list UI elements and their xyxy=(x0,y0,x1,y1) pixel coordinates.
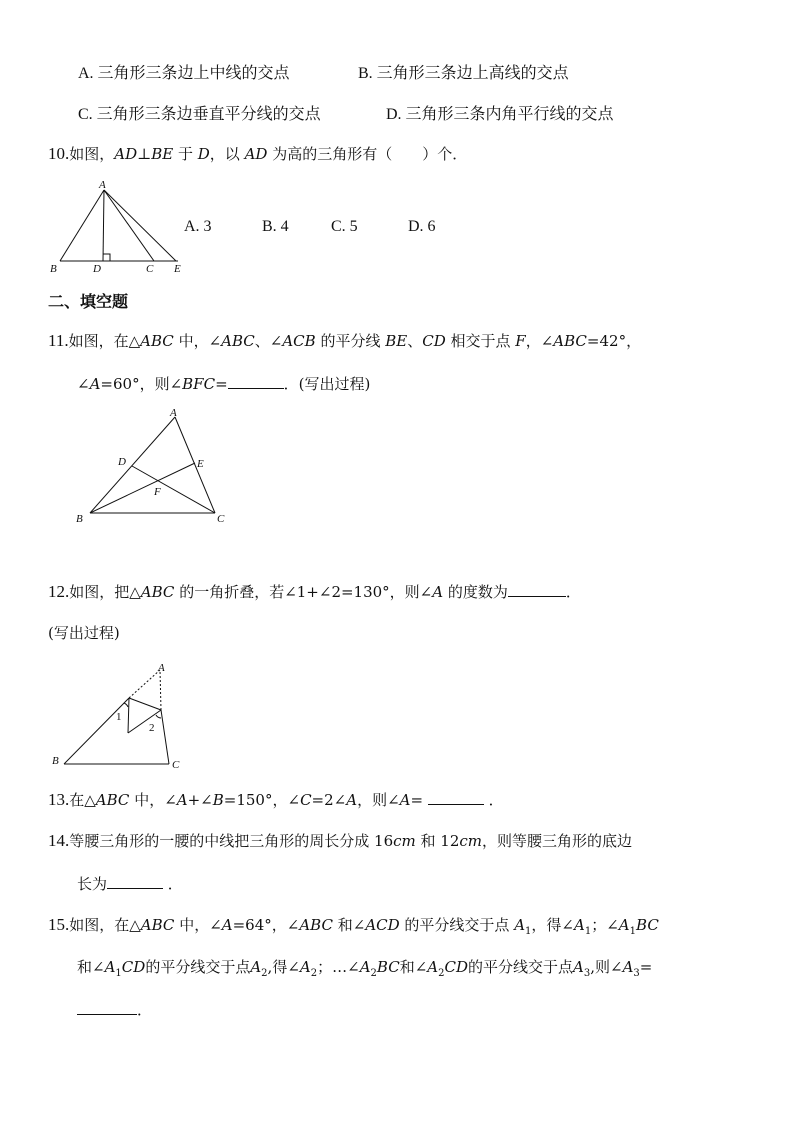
q10-text: 于 xyxy=(173,145,198,163)
angle-a: A xyxy=(221,916,233,934)
fig11-label-a: A xyxy=(170,407,177,419)
subscript: 2 xyxy=(261,968,268,979)
q9-option-c: C. 三角形三条边垂直平分线的交点 xyxy=(78,106,321,123)
q13-text: +∠ xyxy=(187,791,213,809)
subscript: 1 xyxy=(115,968,122,979)
fig11-label-d: D xyxy=(118,456,126,468)
q11-text: 如图，在△ xyxy=(68,332,141,350)
q13-number: 13. xyxy=(48,790,70,809)
q12-text: ． xyxy=(565,583,581,601)
q15-text: 和∠ xyxy=(332,916,366,934)
q10-text: ，以 xyxy=(209,145,245,163)
angle-a1cd: A xyxy=(104,958,116,976)
fig12-label-1: 1 xyxy=(116,711,122,723)
subscript: 2 xyxy=(370,968,377,979)
q13-text: ． xyxy=(483,791,504,809)
angle-a: A xyxy=(176,791,188,809)
q11-text: ∠ xyxy=(77,375,90,393)
q14-text: 长为 xyxy=(77,875,108,893)
q13-text: = xyxy=(410,791,428,809)
q15-text: 的平分线交于点 xyxy=(468,958,574,976)
q15-text: 的平分线交于点 xyxy=(399,916,515,934)
subscript: 1 xyxy=(584,926,592,937)
q15-question-line1 xyxy=(48,914,659,943)
tri-abc: ABC xyxy=(140,583,175,601)
q15-text: 和∠ xyxy=(399,958,428,976)
point-f: F xyxy=(515,332,526,350)
q15-text: ,得∠ xyxy=(267,958,300,976)
tri-abc: ABC xyxy=(140,332,174,350)
answer-blank[interactable] xyxy=(508,580,566,597)
q10-number: 10. xyxy=(48,144,70,163)
q11-text: ，∠ xyxy=(525,332,554,350)
seg-cd: CD xyxy=(422,332,446,350)
angle-abc: ABC xyxy=(553,332,587,350)
q15-question-line2 xyxy=(77,956,652,985)
q11-text: 相交于点 xyxy=(445,332,516,350)
q12-question-line1 xyxy=(48,580,581,603)
answer-blank[interactable] xyxy=(77,998,137,1015)
q15-text: =64°，∠ xyxy=(232,916,300,934)
subscript: 3 xyxy=(583,968,591,979)
fig12-label-b: B xyxy=(52,755,59,767)
q15-text: 的平分线交于点 xyxy=(145,958,251,976)
q10-option-b: B. 4 xyxy=(262,218,289,235)
q10-option-c: C. 5 xyxy=(331,218,358,235)
fig11-label-c: C xyxy=(217,513,225,525)
q15-text: ． xyxy=(137,1001,153,1019)
q15-text: = xyxy=(639,958,653,976)
angle-a: A xyxy=(346,791,358,809)
angle-a2cd: CD xyxy=(444,958,468,976)
q10-figure xyxy=(48,176,188,276)
q15-text: 如图，在△ xyxy=(69,916,141,934)
q11-figure xyxy=(72,403,242,533)
q15-question-line3 xyxy=(77,998,152,1021)
q15-text: ,则∠ xyxy=(590,958,623,976)
q13-text: =2∠ xyxy=(311,791,347,809)
angle-a: A xyxy=(89,375,101,393)
angle-a: A xyxy=(432,583,444,601)
q15-text: ；∠ xyxy=(591,916,619,934)
q11-question-line1 xyxy=(48,330,641,352)
q10-text: 如图， xyxy=(69,145,115,163)
angle-a2bc: A xyxy=(359,958,371,976)
unit-cm: cm xyxy=(459,832,483,850)
q11-text: ．(写出过程) xyxy=(283,375,371,393)
q15-text: 中，∠ xyxy=(174,916,222,934)
angle-c: C xyxy=(300,791,312,809)
tri-abc: ABC xyxy=(95,791,130,809)
answer-blank[interactable] xyxy=(228,372,284,389)
seg-ad: AD xyxy=(244,145,268,163)
seg-be: BE xyxy=(151,145,174,163)
angle-a2: A xyxy=(299,958,311,976)
q9-option-b: B. 三角形三条边上高线的交点 xyxy=(358,65,569,82)
fig11-label-e: E xyxy=(197,458,204,470)
q14-text: 和 xyxy=(415,832,441,850)
q10-question xyxy=(48,143,467,165)
q10-option-a: A. 3 xyxy=(184,218,212,235)
q11-text: 、∠ xyxy=(254,332,283,350)
q13-text: ，则∠ xyxy=(357,791,400,809)
value-16: 16 xyxy=(374,832,394,850)
fig12-label-2: 2 xyxy=(149,722,155,734)
q12-figure xyxy=(48,660,198,775)
q11-number: 11. xyxy=(48,331,69,350)
value-12: 12 xyxy=(440,832,460,850)
q12-question-line2: (写出过程) xyxy=(48,624,120,642)
unit-cm: cm xyxy=(393,832,416,850)
angle-abc: ABC xyxy=(221,332,255,350)
q15-number: 15. xyxy=(48,915,70,934)
angle-b: B xyxy=(212,791,224,809)
q11-text: 、 xyxy=(407,332,423,350)
angle-a1: A xyxy=(574,916,585,934)
fig10-label-a: A xyxy=(99,179,106,191)
angle-a1cd: CD xyxy=(121,958,146,976)
q13-text: 中，∠ xyxy=(129,791,177,809)
tri-abc: ABC xyxy=(140,916,175,934)
angle-abc: ABC xyxy=(299,916,333,934)
q9-option-d: D. 三角形三条内角平行线的交点 xyxy=(386,106,614,123)
subscript: 1 xyxy=(525,926,532,937)
q14-text: 等腰三角形的一腰的中线把三角形的周长分成 xyxy=(69,832,375,850)
fig12-label-c: C xyxy=(172,759,180,771)
perp-symbol: ⊥ xyxy=(137,145,152,163)
q11-text: =42°， xyxy=(586,332,642,350)
q12-text: 的度数为 xyxy=(443,583,508,601)
q14-text: ，则等腰三角形的底边 xyxy=(482,832,633,850)
q15-text: ，得∠ xyxy=(531,916,574,934)
q11-text: = xyxy=(215,375,228,393)
angle-a1bc: A xyxy=(618,916,630,934)
point-d: D xyxy=(197,145,210,163)
angle-a2cd: A xyxy=(427,958,439,976)
seg-be: BE xyxy=(385,332,408,350)
q11-text: =60°，则∠ xyxy=(100,375,183,393)
angle-a3: A xyxy=(622,958,634,976)
q14-question-line1 xyxy=(48,830,632,852)
subscript: 2 xyxy=(310,968,318,979)
fig11-label-b: B xyxy=(76,513,83,525)
point-a3: A xyxy=(573,958,584,976)
seg-ad: AD xyxy=(114,145,138,163)
q15-text: 和∠ xyxy=(77,958,105,976)
q13-text: =150°，∠ xyxy=(223,791,301,809)
answer-blank[interactable] xyxy=(428,788,484,805)
fig12-label-a: A xyxy=(158,662,165,674)
fig10-label-d: D xyxy=(93,263,101,275)
q14-question-line2 xyxy=(77,872,183,895)
point-a1: A xyxy=(514,916,526,934)
q12-text: 如图，把△ xyxy=(69,583,141,601)
angle-a1bc: BC xyxy=(636,916,659,934)
q10-option-d: D. 6 xyxy=(408,218,436,235)
point-a2: A xyxy=(250,958,262,976)
q11-text: 中，∠ xyxy=(173,332,222,350)
q12-number: 12. xyxy=(48,582,70,601)
fig10-label-c: C xyxy=(146,263,154,275)
q14-number: 14. xyxy=(48,831,70,850)
q12-text: 的一角折叠，若∠1+∠2=130°，则∠ xyxy=(174,583,433,601)
q13-text: 在△ xyxy=(69,791,96,809)
angle-a2bc: BC xyxy=(376,958,400,976)
subscript: 3 xyxy=(633,968,640,979)
fig10-label-b: B xyxy=(50,263,57,275)
q11-question-line2 xyxy=(77,372,370,395)
angle-a: A xyxy=(399,791,411,809)
fig10-label-e: E xyxy=(174,263,181,275)
subscript: 1 xyxy=(629,926,637,937)
angle-acd: ACD xyxy=(365,916,400,934)
angle-bfc: BFC xyxy=(182,375,216,393)
q15-text: ；…∠ xyxy=(317,958,360,976)
fig11-label-f: F xyxy=(154,486,161,498)
answer-blank[interactable] xyxy=(107,872,163,889)
q13-question xyxy=(48,788,504,811)
subscript: 2 xyxy=(438,968,445,979)
q11-text: 的平分线 xyxy=(315,332,386,350)
q14-text: ． xyxy=(163,875,183,893)
angle-acb: ACB xyxy=(282,332,316,350)
section-title: 二、填空题 xyxy=(48,292,129,311)
q9-option-a: A. 三角形三条边上中线的交点 xyxy=(78,65,290,82)
q10-text: 为高的三角形有（ ）个． xyxy=(267,145,468,163)
